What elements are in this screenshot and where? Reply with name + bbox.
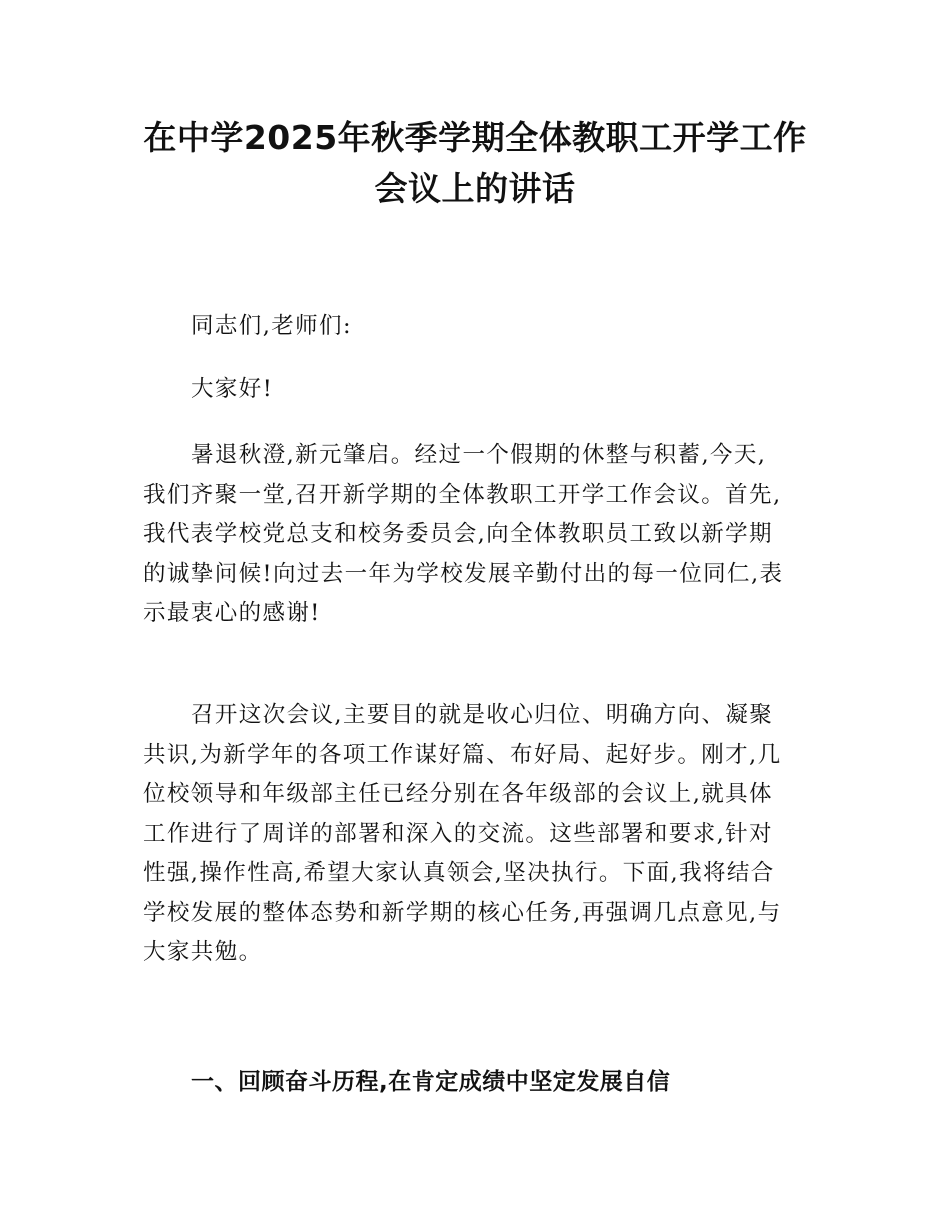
section-1-heading: 一、回顾奋斗历程,在肯定成绩中坚定发展自信 [191, 1069, 671, 1095]
paragraph-2-line: 性强,操作性高,希望大家认真领会,坚决执行。下面,我将结合 [143, 860, 775, 886]
paragraph-1-line: 示最衷心的感谢! [143, 600, 321, 626]
paragraph-2-line: 共识,为新学年的各项工作谋好篇、布好局、起好步。刚才,几 [143, 741, 782, 768]
paragraph-2-line: 学校发展的整体态势和新学期的核心任务,再强调几点意见,与 [143, 899, 782, 926]
paragraph-1-line: 的诚挚问候!向过去一年为学校发展辛勤付出的每一位同仁,表 [143, 560, 784, 587]
paragraph-1-line: 暑退秋澄,新元肇启。经过一个假期的休整与积蓄,今天, [191, 442, 767, 468]
paragraph-2-line: 召开这次会议,主要目的就是收心归位、明确方向、凝聚 [191, 702, 774, 728]
paragraph-1-line: 我们齐聚一堂,召开新学期的全体教职工开学工作会议。首先, [143, 481, 782, 508]
paragraph-2 [143, 696, 813, 973]
title-line-2: 会议上的讲话 [374, 169, 576, 208]
greeting-text: 同志们,老师们: [191, 313, 352, 339]
paragraph-2-line: 工作进行了周详的部署和深入的交流。这些部署和要求,针对 [143, 820, 773, 847]
salutation-text: 大家好! [191, 376, 274, 402]
paragraph-1 [143, 436, 813, 634]
greeting [143, 307, 813, 347]
paragraph-2-line: 位校领导和年级部主任已经分别在各年级部的会议上,就具体 [143, 781, 773, 807]
paragraph-1-line: 我代表学校党总支和校务委员会,向全体教职员工致以新学期 [143, 521, 773, 547]
document-title [110, 112, 840, 214]
title-line-1: 在中学2025年秋季学期全体教职工开学工作 [143, 118, 807, 157]
paragraph-2-line: 大家共勉。 [143, 939, 263, 965]
salutation [143, 370, 813, 410]
